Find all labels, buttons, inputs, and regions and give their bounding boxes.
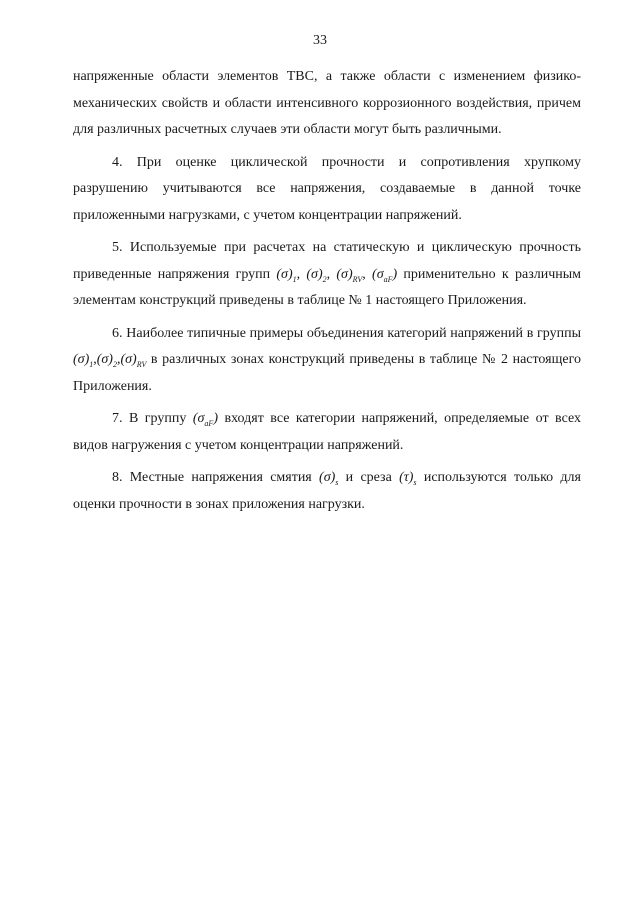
paragraph-8 — [73, 465, 581, 518]
paragraph-text: 6. Наиболее типичные примеры объединения категорий напряжений в группы — [112, 325, 581, 341]
paragraph-text: и среза — [338, 470, 400, 485]
document-body — [73, 64, 581, 524]
paragraph-text: входят все категории напряжений, определяемые от всех видов нагружения с учетом концентрации напряжений. — [73, 411, 581, 453]
paragraph-text: применительно к различным элементам конструкций приведены в таблице № 1 настоящего Приложения. — [73, 266, 582, 308]
paragraph-text: в различных зонах конструкций приведены в таблице № 2 настоящего Приложения. — [73, 352, 581, 394]
formula-sigma-1: $(\sigma)_1$ — [73, 352, 94, 369]
separator: , — [326, 266, 337, 282]
paragraph-continuation — [73, 64, 581, 144]
formula-sigma-rv: $(\sigma)_{RV}$ — [336, 266, 363, 284]
paragraph-text: 8. Местные напряжения смятия — [112, 470, 320, 485]
formula-sigma-af: $(\sigma_{aF})$ — [192, 411, 218, 428]
paragraph-5 — [73, 235, 581, 315]
paragraph-7 — [73, 406, 581, 459]
paragraph-text: напряженные области элементов ТВС, а также области с изменением физико-механических свойств и области интенсивного коррозионного воздействия, причем для различных расчетных случаев эти области могут быть различными. — [73, 69, 581, 137]
separator: , — [296, 266, 307, 282]
page-number: 33 — [313, 33, 327, 48]
paragraph-6 — [73, 321, 581, 401]
paragraph-text: используются только для оценки прочности в зонах приложения нагрузки. — [73, 470, 581, 512]
formula-tau-s: $(\tau)_s$ — [399, 470, 417, 487]
formula-sigma-1: $(\sigma)_1$ — [276, 266, 297, 284]
paragraph-text: 7. В группу — [112, 411, 193, 426]
formula-sigma-2: $(\sigma)_2$ — [96, 352, 117, 369]
formula-sigma-af: $(\sigma_{aF})$ — [372, 266, 398, 284]
separator: , — [93, 352, 97, 367]
formula-sigma-2: $(\sigma)_2$ — [306, 266, 327, 284]
separator: , — [116, 352, 121, 367]
separator: , — [362, 266, 373, 282]
formula-sigma-rv: $(\sigma)_{RV}$ — [120, 352, 147, 369]
formula-sigma-s: $(\sigma)_s$ — [319, 470, 339, 487]
paragraph-4 — [73, 150, 581, 230]
paragraph-text: 4. При оценке циклической прочности и сопротивления хрупкому разрушению учитываются все напряжения, создаваемые в данной точке приложенными нагрузками, с учетом концентрации напряжений. — [73, 154, 581, 223]
paragraph-text: 5. Используемые при расчетах на статическую и циклическую прочность приведенные напряжения групп — [73, 240, 581, 282]
